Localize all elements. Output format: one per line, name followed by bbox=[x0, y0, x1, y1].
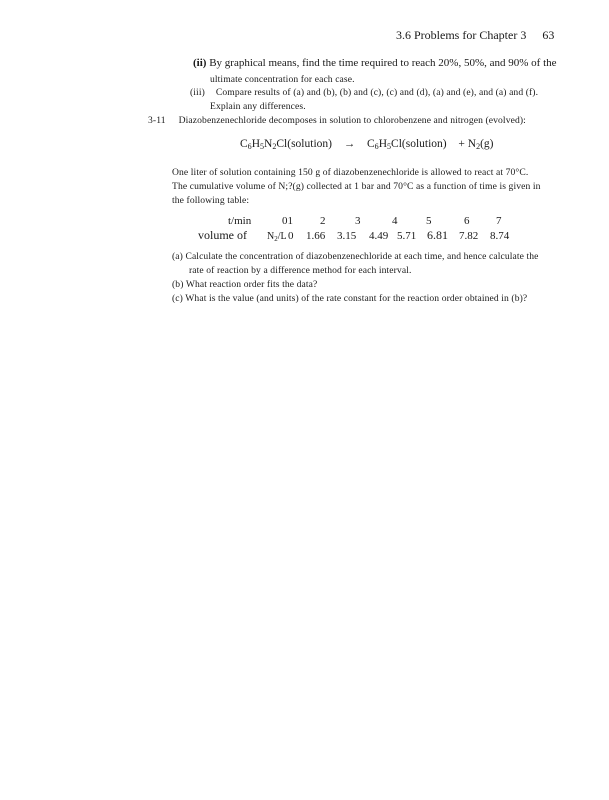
problem-3-11-intro bbox=[148, 115, 526, 126]
table-cell: 2 bbox=[320, 215, 326, 227]
item-iii bbox=[190, 87, 538, 98]
part-b-text: What reaction order fits the data? bbox=[185, 279, 318, 290]
item-iii-text-line2: Explain any differences. bbox=[210, 101, 306, 112]
part-c-label: (c) bbox=[172, 293, 183, 304]
volume-label: volume of bbox=[198, 228, 247, 242]
eq-n: N bbox=[467, 138, 477, 150]
item-ii-text: By graphical means, find the time required to reach 20%, 50%, and 90% of the bbox=[209, 57, 557, 69]
item-iii-label: (iii) bbox=[190, 87, 205, 98]
eq-n: N bbox=[264, 138, 273, 150]
problem-number: 3-11 bbox=[148, 115, 166, 126]
volume-unit-sub: 2 bbox=[274, 235, 278, 243]
part-b bbox=[172, 279, 317, 290]
eq-cl-solution: Cl(solution) bbox=[391, 138, 447, 150]
eq-c: C bbox=[240, 138, 248, 150]
table-cell: 5.71 bbox=[397, 230, 417, 242]
table-cell: 3 bbox=[355, 215, 361, 227]
table-cell: 0 bbox=[288, 230, 294, 242]
part-a-label: (a) bbox=[172, 251, 183, 262]
table-cell: 4 bbox=[392, 215, 398, 227]
paragraph-line-2: The cumulative volume of N;?(g) collected at 1 bar and 70°C as a function of time is given in bbox=[172, 181, 541, 192]
part-a-text: Calculate the concentration of diazobenzenechloride at each time, and hence calculate the bbox=[185, 251, 539, 262]
eq-c: C bbox=[366, 138, 375, 150]
table-header-volume bbox=[198, 228, 287, 243]
part-b-label: (b) bbox=[172, 279, 184, 290]
table-cell: 8.74 bbox=[490, 230, 510, 242]
table-cell: 6 bbox=[464, 215, 470, 227]
running-header bbox=[396, 28, 554, 43]
table-cell: 5 bbox=[426, 215, 432, 227]
eq-sub: 2 bbox=[476, 142, 481, 151]
part-a-text-line2: rate of reaction by a difference method for each interval. bbox=[189, 265, 412, 276]
part-c bbox=[172, 293, 527, 304]
table-header-time: t/min bbox=[228, 215, 252, 227]
eq-gas: (g) bbox=[480, 138, 494, 150]
reaction-arrow: → bbox=[343, 138, 356, 150]
eq-sub: 2 bbox=[272, 142, 277, 151]
item-ii-label: (ii) bbox=[193, 57, 207, 69]
eq-sub: 6 bbox=[247, 142, 252, 151]
table-cell: 6.81 bbox=[427, 228, 448, 242]
item-ii-text-line2: ultimate concentration for each case. bbox=[210, 74, 355, 85]
table-cell: 3.15 bbox=[337, 230, 357, 242]
volume-unit-l: /L bbox=[277, 231, 287, 242]
eq-plus: + bbox=[458, 138, 465, 150]
paragraph-line-1: One liter of solution containing 150 g of diazobenzenechloride is allowed to react at 70°C. bbox=[172, 167, 529, 178]
table-cell: 4.49 bbox=[369, 230, 389, 242]
problem-intro-text: Diazobenzenechloride decomposes in solution to chlorobenzene and nitrogen (evolved): bbox=[178, 115, 526, 126]
table-cell: 01 bbox=[282, 215, 293, 227]
table-cell: 7 bbox=[496, 215, 502, 227]
item-iii-text: Compare results of (a) and (b), (b) and (c), (c) and (d), (a) and (e), and (a) and (f). bbox=[215, 87, 539, 98]
eq-h: H bbox=[251, 138, 261, 150]
part-a bbox=[172, 251, 538, 262]
section-title: 3.6 Problems for Chapter 3 bbox=[396, 28, 527, 42]
item-ii bbox=[193, 57, 557, 69]
reaction-equation bbox=[240, 138, 494, 150]
table-cell: 1.66 bbox=[306, 230, 326, 242]
eq-cl-solution: Cl(solution) bbox=[276, 138, 332, 150]
eq-sub: 5 bbox=[387, 142, 392, 151]
paragraph-line-3: the following table: bbox=[172, 195, 250, 206]
volume-unit-n: N bbox=[267, 231, 275, 242]
eq-sub: 6 bbox=[374, 142, 379, 151]
table-cell: 7.82 bbox=[459, 230, 479, 242]
eq-h: H bbox=[378, 138, 387, 150]
page-number: 63 bbox=[542, 28, 555, 42]
eq-sub: 5 bbox=[260, 142, 265, 151]
part-c-text: What is the value (and units) of the rate constant for the reaction order obtained in (b)? bbox=[185, 293, 528, 304]
